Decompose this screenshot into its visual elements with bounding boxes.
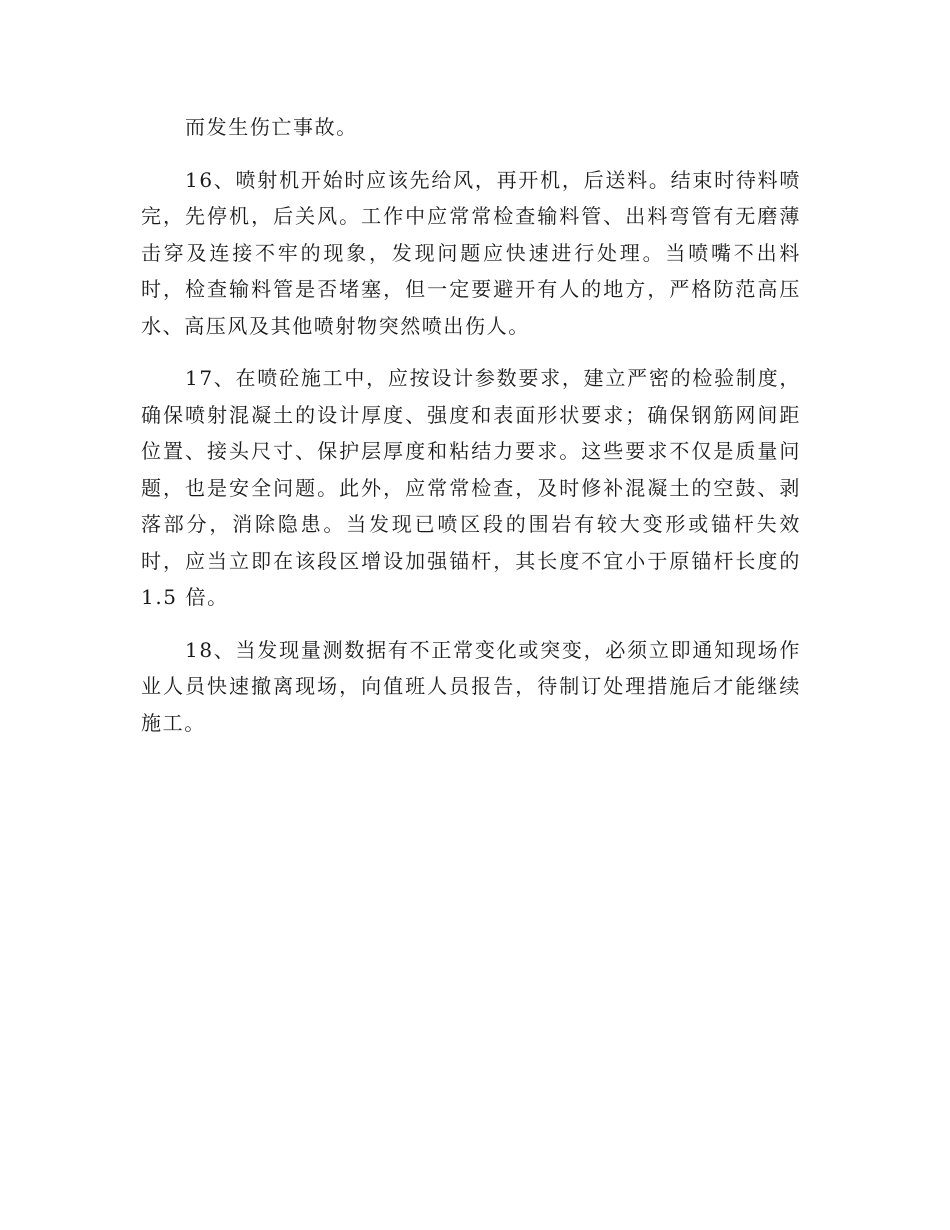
paragraph-item-18: 18、当发现量测数据有不正常变化或突变，必须立即通知现场作业人员快速撤离现场，向值班人员报告，待制订处理措施后才能继续施工。	[141, 637, 801, 735]
paragraph-continuation: 而发生伤亡事故。	[185, 115, 358, 139]
paragraph-item-17: 17、在喷砼施工中，应按设计参数要求，建立严密的检验制度，确保喷射混凝土的设计厚度、强度和表面形状要求；确保钢筋网间距位置、接头尺寸、保护层厚度和粘结力要求。这些要求不仅是质量问题，也是安全问题。此外，应常常检查，及时修补混凝土的空鼓、剥落部分，消除隐患。当发现已喷区段的围岩有较大变形或锚杆失效时，应当立即在该段区增设加强锚杆，其长度不宜小于原锚杆长度的 1.5 倍。	[141, 366, 801, 609]
document-body	[141, 109, 801, 757]
paragraph-item-16: 16、喷射机开始时应该先给风，再开机，后送料。结束时待料喷完，先停机，后关风。工作中应常常检查输料管、出料弯管有无磨薄击穿及连接不牢的现象，发现问题应快速进行处理。当喷嘴不出料时，检查输料管是否堵塞，但一定要避开有人的地方，严格防范高压水、高压风及其他喷射物突然喷出伤人。	[141, 167, 801, 338]
